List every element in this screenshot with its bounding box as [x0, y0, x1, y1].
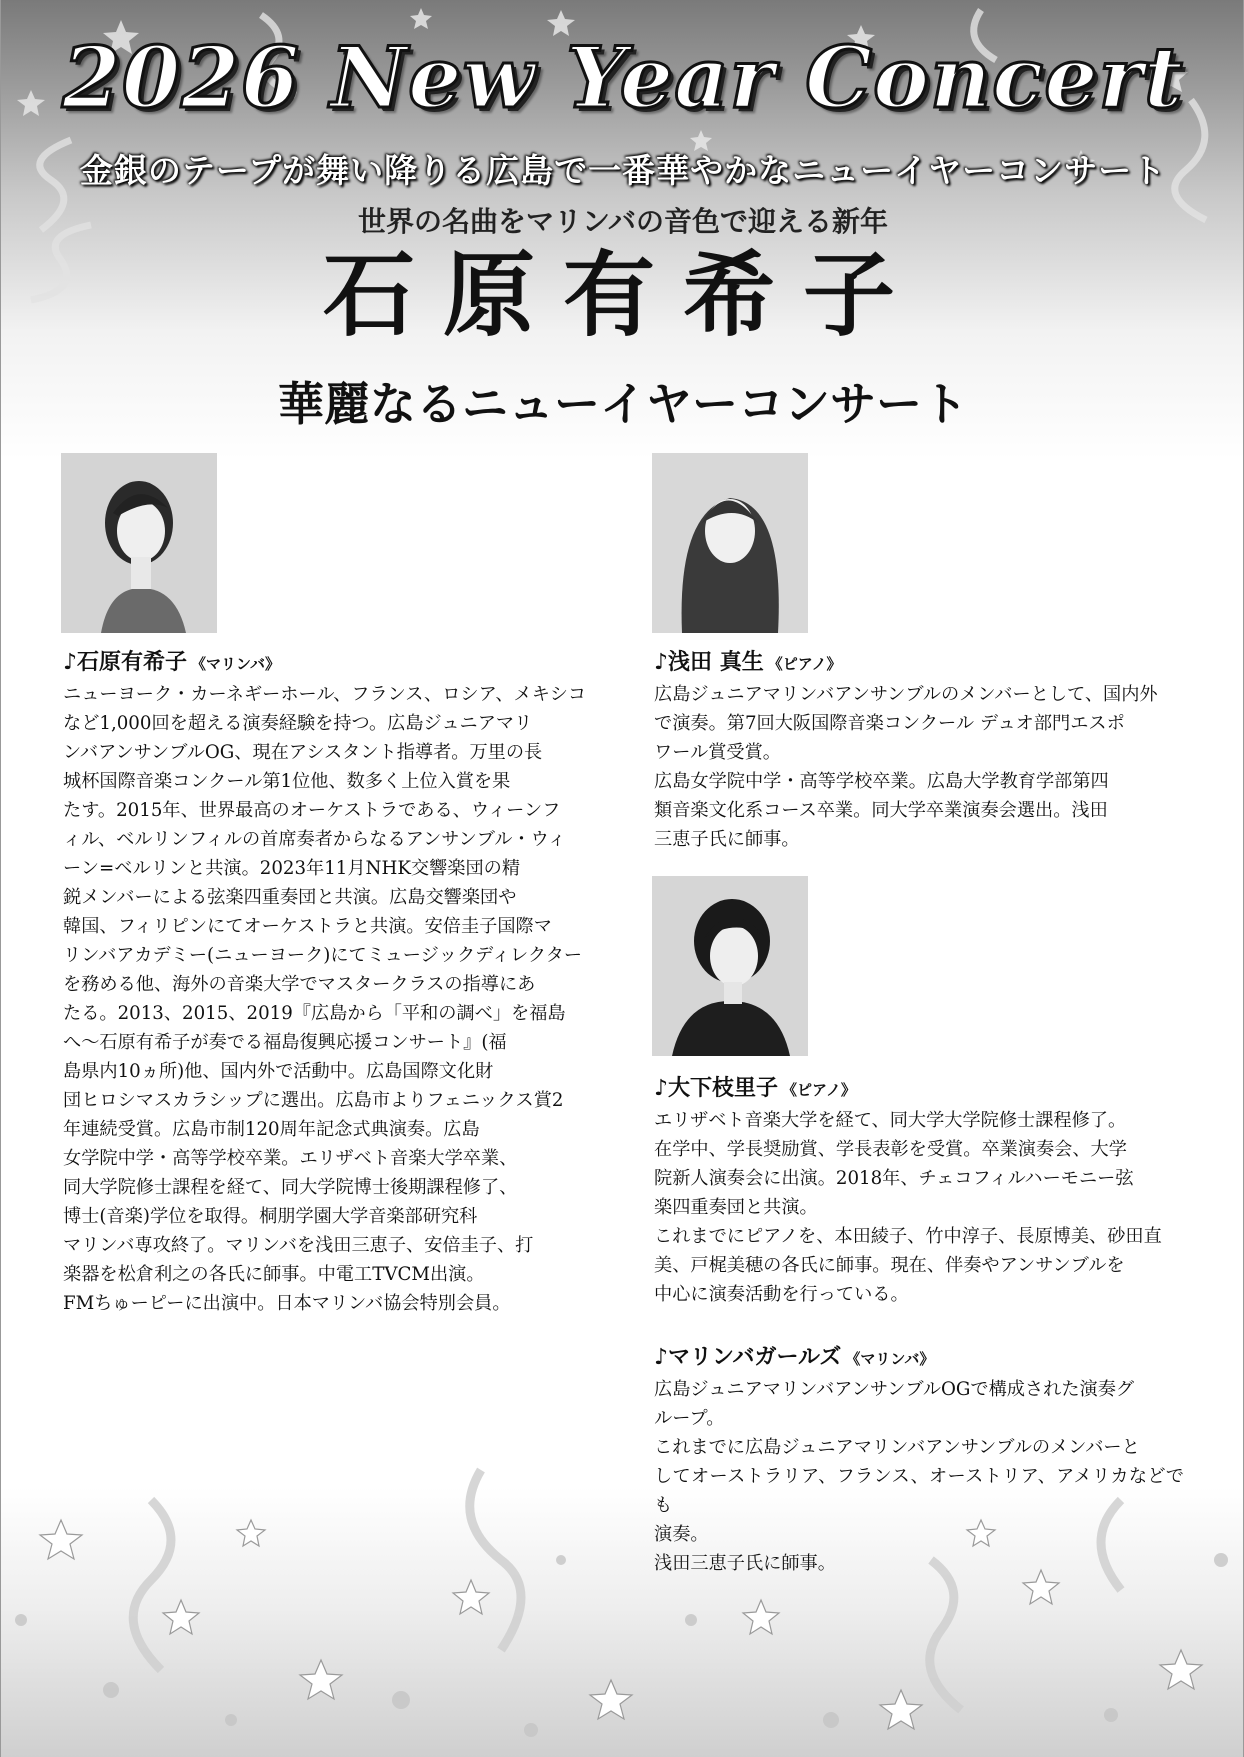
concert-title: 華麗なるニューイヤーコンサート [278, 377, 968, 431]
performer-bio: 広島ジュニアマリンバアンサンブルOGで構成された演奏グ ループ。 これまでに広島ジュニアマリンバアンサンブルのメンバーと してオーストラリア、フランス、オーストリア、アメリカなどでも 演奏。 浅田三恵子氏に師事。 [654, 1379, 1184, 1574]
performer-role: 《マリンバ》 [845, 1350, 935, 1368]
performer-role: 《マリンバ》 [191, 655, 280, 673]
performer-name: ♪マリンバガールズ [654, 1344, 842, 1370]
performer-heading [654, 1071, 856, 1102]
tagline: 金銀のテープが舞い降りる広島で一番華やかなニューイヤーコンサート [79, 151, 1167, 190]
headline-performer-name: 石原有希子 [322, 241, 923, 349]
performer-heading [654, 645, 842, 676]
performer-name: ♪浅田 真生 [654, 649, 764, 675]
oshita-portrait-photo [652, 876, 808, 1056]
performer-role: 《ピアノ》 [782, 1081, 856, 1099]
subtitle: 世界の名曲をマリンバの音色で迎える新年 [357, 205, 889, 238]
performer-role: 《ピアノ》 [767, 655, 842, 673]
ishihara-portrait-photo [61, 453, 217, 633]
main-title: 2026 New Year Concert [62, 28, 1184, 127]
performer-heading [654, 1340, 934, 1371]
performer-bio: ニューヨーク・カーネギーホール、フランス、ロシア、メキシコ など1,000回を超える演奏経験を持つ。広島ジュニアマリ ンバアンサンブルOG、現在アシスタント指導者。万里の長 城杯国際音楽コンクール第1位他、数多く上位入賞を果 たす。2015年、世界最高のオーケストラである、ウィーンフ ィル、ベルリンフィルの首席奏者からなるアンサンブル・ウィ ーン=ベルリンと共演。2023年11月NHK交響楽団の精 鋭メンバーによる弦楽四重奏団と共演。広島交響楽団や 韓国、フィリピンにてオーケストラと共演。安倍圭子国際マ リンバアカデミー(ニューヨーク)にてミュージックディレクター を務める他、海外の音楽大学でマスタークラスの指導にあ たる。2013、2015、2019『広島から「平和の調べ」を福島 へ〜石原有希子が奏でる福島復興応援コンサート』(福 島県内10ヵ所)他、国内外で活動中。広島国際文化財 団ヒロシマスカラシップに選出。広島市よりフェニックス賞2 年連続受賞。広島市制120周年記念式典演奏。広島 女学院中学・高等学校卒業。エリザベト音楽大学卒業、 同大学院修士課程を経て、同大学院博士後期課程修了、 博士(音楽)学位を取得。桐朋学園大学音楽部研究科 マリンバ専攻終了。マリンバを浅田三恵子、安倍圭子、打 楽器を松倉利之の各氏に師事。中電工TVCM出演。 FMちゅーピーに出演中。日本マリンバ協会特別会員。 [63, 684, 587, 1314]
performer-bio: エリザベト音楽大学を経て、同大学大学院修士課程修了。 在学中、学長奨励賞、学長表彰を受賞。卒業演奏会、大学 院新人演奏会に出演。2018年、チェコフィルハーモニー弦 楽四重奏団と共演。 これまでにピアノを、本田綾子、竹中淳子、長原博美、砂田直 美、戸梶美穂の各氏に師事。現在、伴奏やアンサンブルを 中心に演奏活動を行っている。 [654, 1110, 1162, 1305]
asada-portrait-photo [652, 453, 808, 633]
performer-heading [63, 645, 280, 676]
performer-bio: 広島ジュニアマリンバアンサンブルのメンバーとして、国内外 で演奏。第7回大阪国際音楽コンクール デュオ部門エスポ ワール賞受賞。 広島女学院中学・高等学校卒業。広島大学教育学部第四 類音楽文化系コース卒業。同大学卒業演奏会選出。浅田 三恵子氏に師事。 [654, 684, 1158, 850]
performer-name: ♪大下枝里子 [654, 1075, 779, 1101]
performer-name: ♪石原有希子 [63, 649, 188, 675]
